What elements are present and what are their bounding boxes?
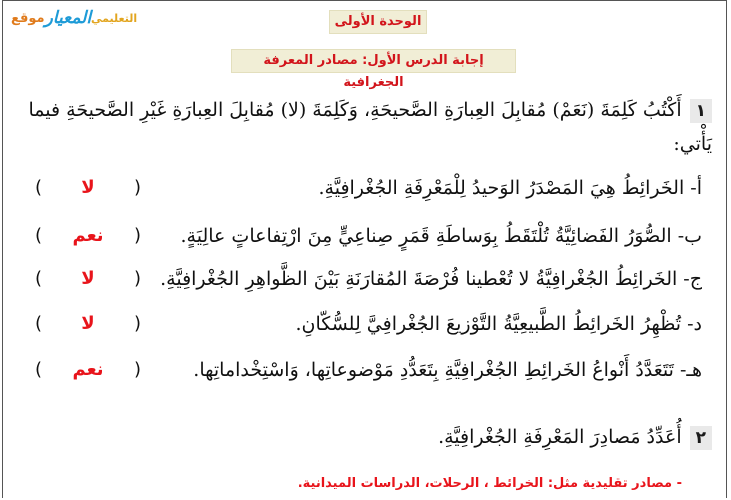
logo-word-brand: المعيار	[44, 8, 92, 28]
list-item	[3, 171, 726, 205]
list-item	[3, 262, 726, 296]
answer-value: لا	[81, 313, 95, 334]
answer-value: لا	[81, 268, 95, 289]
list-item	[3, 219, 726, 253]
answer-field	[35, 219, 141, 253]
answer-value: لا	[81, 177, 95, 198]
question-number-badge: ١	[690, 99, 712, 123]
answer-field	[35, 307, 141, 341]
close-paren: )	[35, 268, 43, 289]
statement-text: ج- الخَرائِطُ الجُغْرافِيَّةُ لا تُعْطينا فُرْصَةَ المُقارَنَةِ بَيْنَ الظَّواهِرِ الجُغْرافِيَّةِ.	[160, 268, 702, 290]
statement-text: هـ- تَتَعَدَّدُ أَنْواعُ الخَرائِطِ الجُغْرافِيَّةِ بِتَعَدُّدِ مَوْضوعاتِها، وَاسْتِخْداماتِها.	[193, 359, 702, 381]
question-number-badge: ٢	[690, 426, 712, 450]
close-paren: )	[35, 225, 43, 246]
close-paren: )	[35, 359, 43, 380]
answer-note: - مصادر تقليدية مثل: الخرائط ، الرحلات، الدراسات الميدانية.	[297, 476, 682, 491]
open-paren: (	[133, 313, 141, 334]
list-item	[3, 353, 726, 387]
answer-value: نعم	[72, 225, 104, 246]
question-1	[17, 93, 712, 161]
question-text: أَكْتُبُ كَلِمَةَ (نَعَمْ) مُقابِلَ العِبارَةِ الصَّحيحَةِ، وَكَلِمَةَ (لا) مُقابِلَ العِبارَةِ غَيْرِ الصَّحيحَةِ فيما يَأْتي:	[28, 99, 712, 155]
statement-text: أ- الخَرائِطُ هِيَ المَصْدَرُ الوَحيدُ لِلْمَعْرِفَةِ الجُغْرافِيَّةِ.	[318, 177, 702, 199]
close-paren: )	[35, 177, 43, 198]
answer-field	[35, 171, 141, 205]
worksheet-page	[2, 0, 727, 498]
open-paren: (	[133, 225, 141, 246]
site-logo[interactable]	[11, 5, 137, 31]
list-item	[3, 307, 726, 341]
answer-field	[35, 262, 141, 296]
open-paren: (	[133, 359, 141, 380]
lesson-title: إجابة الدرس الأول: مصادر المعرفة الجغرافية	[231, 49, 516, 73]
open-paren: (	[133, 268, 141, 289]
logo-word-site: موقع	[11, 10, 45, 26]
logo-word-edu: التعليمي	[91, 11, 138, 25]
unit-title: الوحدة الأولى	[329, 10, 427, 34]
close-paren: )	[35, 313, 43, 334]
answer-field	[35, 353, 141, 387]
open-paren: (	[133, 177, 141, 198]
statement-text: ب- الصُّوَرُ الفَضائِيَّةُ تُلْتَقَطُ بِوَساطَةِ قَمَرٍ صِناعِيٍّ مِنَ ارْتِفاعاتٍ عالِيَةٍ.	[180, 225, 702, 247]
question-2	[17, 422, 712, 452]
answer-value: نعم	[72, 359, 104, 380]
statement-text: د- تُظْهِرُ الخَرائِطُ الطَّبيعِيَّةُ التَّوْزيعَ الجُغْرافِيَّ لِلسُّكّانِ.	[295, 313, 702, 335]
question-text: أُعَدِّدُ مَصادِرَ المَعْرِفَةِ الجُغْرافِيَّةِ.	[438, 426, 682, 448]
